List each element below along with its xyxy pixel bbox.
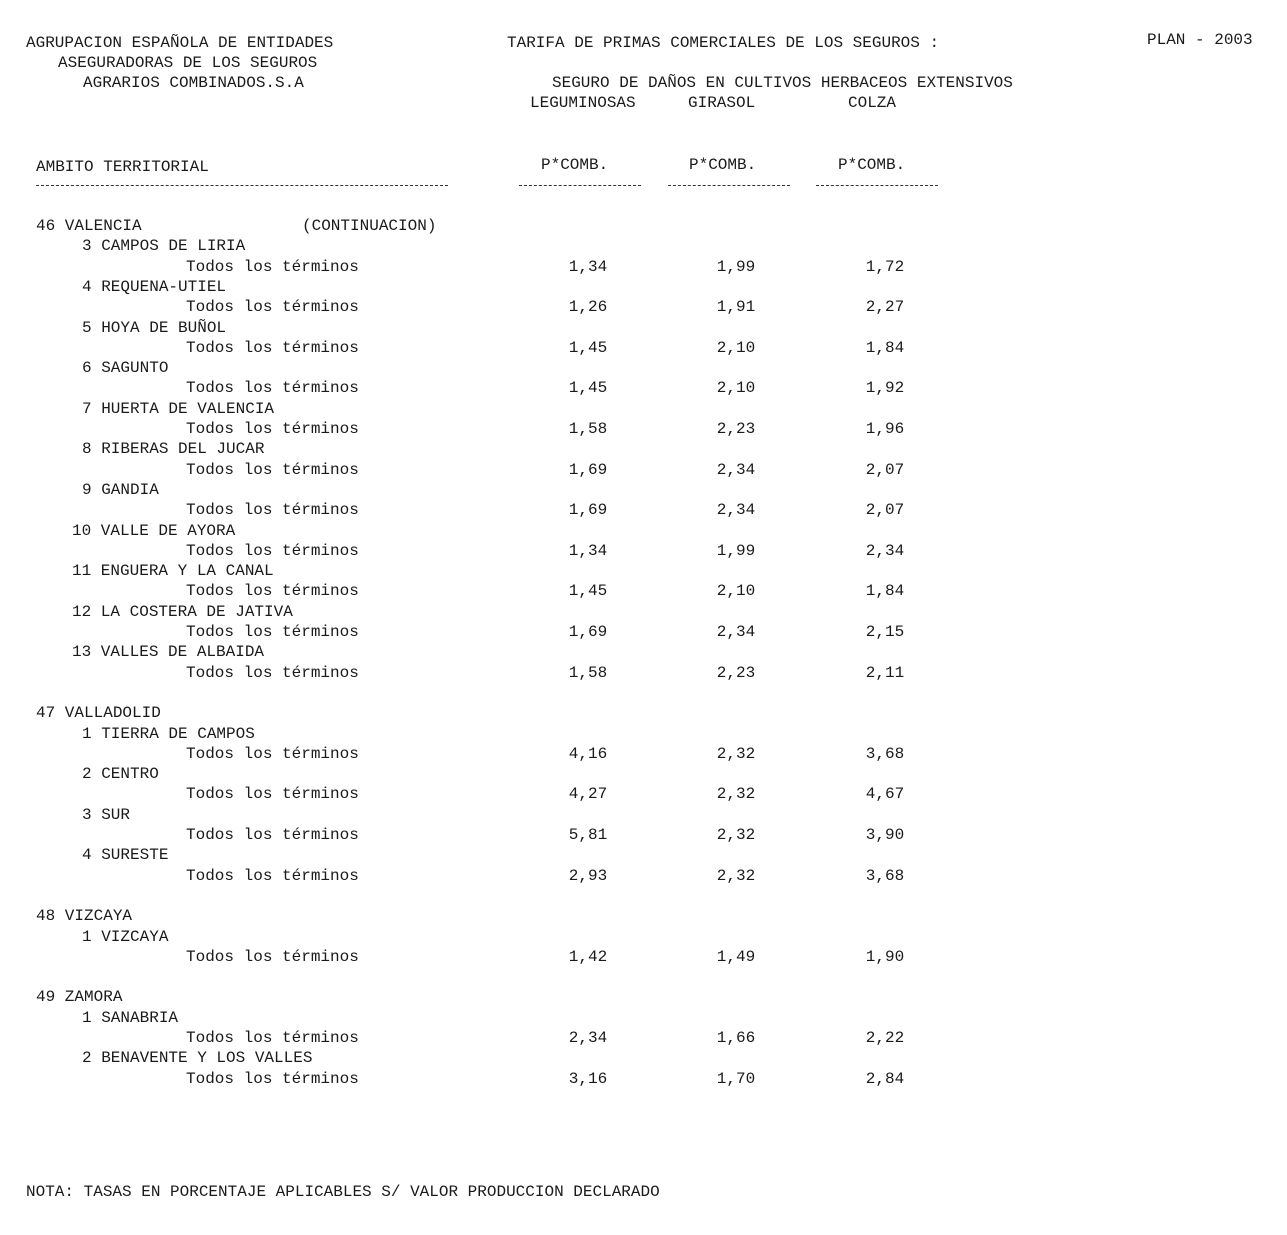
- value-girasol: 2,10: [716, 379, 756, 398]
- comarca-heading: 1 SANABRIA: [82, 1008, 179, 1027]
- value-leguminosas: 1,69: [568, 623, 608, 641]
- value-girasol: 2,32: [716, 744, 756, 763]
- term-label: Todos los términos: [186, 257, 359, 276]
- column-header-girasol: P*COMB.: [689, 156, 757, 174]
- province-heading: 47 VALLADOLID: [36, 704, 161, 723]
- value-girasol: 2,34: [716, 623, 756, 641]
- comarca-heading: 13 VALLES DE ALBAIDA: [72, 643, 265, 662]
- value-leguminosas: 1,34: [568, 541, 608, 560]
- value-girasol: 2,34: [716, 460, 756, 479]
- value-colza: 1,96: [865, 420, 905, 438]
- org-name-line3: AGRARIOS COMBINADOS.S.A: [83, 74, 304, 92]
- header-rule-col1: [519, 185, 641, 186]
- value-girasol: 2,10: [716, 582, 756, 601]
- value-colza: 2,15: [865, 623, 905, 641]
- term-label: Todos los términos: [186, 379, 359, 398]
- term-label: Todos los términos: [186, 298, 359, 317]
- value-colza: 1,72: [865, 257, 905, 276]
- value-colza: 1,84: [865, 582, 905, 601]
- term-label: Todos los términos: [186, 623, 359, 641]
- comarca-heading: 3 SUR: [82, 805, 131, 824]
- province-heading: 49 ZAMORA: [36, 988, 123, 1007]
- term-label: Todos los términos: [186, 744, 359, 763]
- value-leguminosas: 1,26: [568, 298, 608, 317]
- comarca-heading: 12 LA COSTERA DE JATIVA: [72, 602, 293, 621]
- value-colza: 2,84: [865, 1069, 905, 1088]
- value-colza: 3,90: [865, 826, 905, 844]
- value-girasol: 2,32: [716, 785, 756, 804]
- term-label: Todos los términos: [186, 866, 359, 885]
- value-colza: 4,67: [865, 785, 905, 804]
- comarca-heading: 3 CAMPOS DE LIRIA: [82, 237, 246, 256]
- value-leguminosas: 4,27: [568, 785, 608, 804]
- crop-leguminosas: LEGUMINOSAS: [530, 94, 636, 112]
- header-rule-col2: [668, 185, 790, 186]
- document-title: TARIFA DE PRIMAS COMERCIALES DE LOS SEGUROS :: [507, 34, 940, 52]
- org-name-line1: AGRUPACION ESPAÑOLA DE ENTIDADES: [26, 34, 334, 52]
- column-header-ambito: AMBITO TERRITORIAL: [36, 158, 209, 176]
- value-leguminosas: 4,16: [568, 744, 608, 763]
- value-girasol: 1,49: [716, 947, 756, 966]
- comarca-heading: 8 RIBERAS DEL JUCAR: [82, 440, 265, 459]
- value-leguminosas: 1,69: [568, 501, 608, 520]
- term-label: Todos los términos: [186, 420, 359, 438]
- term-label: Todos los términos: [186, 947, 359, 966]
- value-girasol: 2,23: [716, 663, 756, 682]
- value-girasol: 1,99: [716, 257, 756, 276]
- comarca-heading: 2 CENTRO: [82, 765, 159, 784]
- value-leguminosas: 2,93: [568, 866, 608, 885]
- value-girasol: 2,32: [716, 866, 756, 885]
- comarca-heading: 4 SURESTE: [82, 846, 169, 865]
- comarca-heading: 10 VALLE DE AYORA: [72, 521, 236, 540]
- value-girasol: 2,23: [716, 420, 756, 438]
- comarca-heading: 1 VIZCAYA: [82, 927, 169, 946]
- footer-note: NOTA: TASAS EN PORCENTAJE APLICABLES S/ VALOR PRODUCCION DECLARADO: [26, 1183, 660, 1201]
- value-colza: 1,84: [865, 338, 905, 357]
- value-leguminosas: 3,16: [568, 1069, 608, 1088]
- value-leguminosas: 1,42: [568, 947, 608, 966]
- value-colza: 2,11: [865, 663, 905, 682]
- value-girasol: 2,34: [716, 501, 756, 520]
- value-leguminosas: 1,45: [568, 338, 608, 357]
- province-heading: 48 VIZCAYA: [36, 907, 133, 926]
- comarca-heading: 6 SAGUNTO: [82, 359, 169, 378]
- value-girasol: 1,91: [716, 298, 756, 317]
- province-heading: 46 VALENCIA: [36, 217, 142, 235]
- term-label: Todos los términos: [186, 541, 359, 560]
- crop-colza: COLZA: [848, 94, 897, 112]
- comarca-heading: 2 BENAVENTE Y LOS VALLES: [82, 1049, 313, 1068]
- value-leguminosas: 1,45: [568, 582, 608, 601]
- comarca-heading: 7 HUERTA DE VALENCIA: [82, 399, 275, 418]
- header-rule-col3: [816, 185, 938, 186]
- value-leguminosas: 1,34: [568, 257, 608, 276]
- comarca-heading: 5 HOYA DE BUÑOL: [82, 318, 227, 337]
- term-label: Todos los términos: [186, 460, 359, 479]
- comarca-heading: 4 REQUENA-UTIEL: [82, 277, 227, 296]
- plan-label: PLAN - 2003: [1147, 31, 1253, 49]
- term-label: Todos los términos: [186, 338, 359, 357]
- term-label: Todos los términos: [186, 785, 359, 804]
- crop-girasol: GIRASOL: [688, 94, 756, 112]
- comarca-heading: 1 TIERRA DE CAMPOS: [82, 724, 255, 743]
- header-rule-ambito: [36, 185, 448, 186]
- column-header-leguminosas: P*COMB.: [541, 156, 609, 174]
- value-colza: 2,34: [865, 541, 905, 560]
- value-girasol: 1,70: [716, 1069, 756, 1088]
- continuation-label: (CONTINUACION): [302, 217, 437, 235]
- comarca-heading: 9 GANDIA: [82, 480, 159, 499]
- value-girasol: 1,99: [716, 541, 756, 560]
- value-leguminosas: 5,81: [568, 826, 608, 844]
- value-leguminosas: 2,34: [568, 1029, 608, 1047]
- value-colza: 3,68: [865, 866, 905, 885]
- value-leguminosas: 1,58: [568, 663, 608, 682]
- term-label: Todos los términos: [186, 582, 359, 601]
- org-name-line2: ASEGURADORAS DE LOS SEGUROS: [58, 54, 318, 72]
- value-colza: 2,27: [865, 298, 905, 317]
- comarca-heading: 11 ENGUERA Y LA CANAL: [72, 562, 274, 581]
- term-label: Todos los términos: [186, 1029, 359, 1047]
- value-colza: 1,90: [865, 947, 905, 966]
- value-girasol: 2,10: [716, 338, 756, 357]
- column-header-colza: P*COMB.: [838, 156, 906, 174]
- term-label: Todos los términos: [186, 663, 359, 682]
- document-subtitle: SEGURO DE DAÑOS EN CULTIVOS HERBACEOS EXTENSIVOS: [552, 74, 1013, 92]
- value-girasol: 2,32: [716, 826, 756, 844]
- value-colza: 2,07: [865, 501, 905, 520]
- value-colza: 2,22: [865, 1029, 905, 1047]
- value-colza: 3,68: [865, 744, 905, 763]
- value-colza: 2,07: [865, 460, 905, 479]
- value-leguminosas: 1,45: [568, 379, 608, 398]
- term-label: Todos los términos: [186, 1069, 359, 1088]
- term-label: Todos los términos: [186, 501, 359, 520]
- value-leguminosas: 1,58: [568, 420, 608, 438]
- value-colza: 1,92: [865, 379, 905, 398]
- value-leguminosas: 1,69: [568, 460, 608, 479]
- term-label: Todos los términos: [186, 826, 359, 844]
- value-girasol: 1,66: [716, 1029, 756, 1047]
